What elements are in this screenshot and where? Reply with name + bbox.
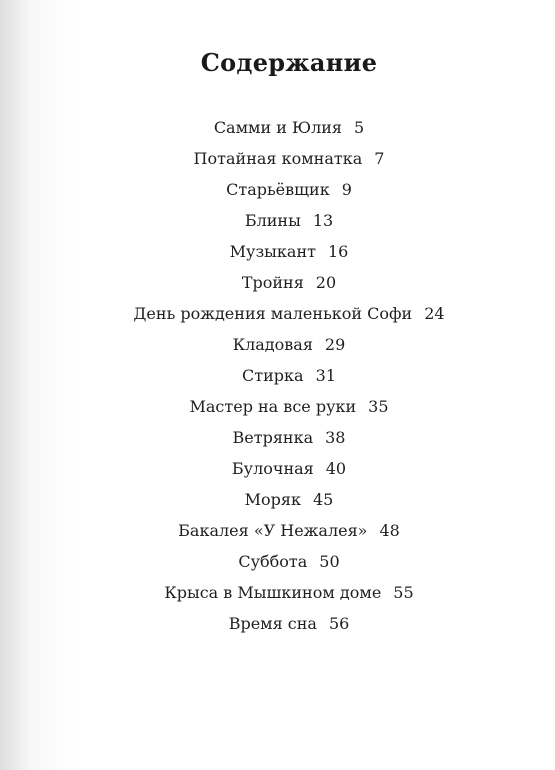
toc-entry-page: 45 bbox=[313, 490, 334, 509]
toc-entry-page: 9 bbox=[341, 180, 352, 199]
toc-entry-title: Ветрянка bbox=[232, 428, 314, 447]
toc-entry-page: 24 bbox=[424, 304, 445, 323]
toc-entry-page: 40 bbox=[325, 459, 347, 478]
toc-entry-title: Время сна bbox=[228, 614, 317, 633]
toc-entry-title: Мастер на все руки bbox=[189, 397, 357, 416]
toc-entry bbox=[0, 329, 555, 360]
toc-entry-page: 13 bbox=[312, 211, 334, 230]
toc-entry-page: 20 bbox=[315, 273, 337, 292]
toc-entry bbox=[0, 112, 555, 143]
toc-entry-title: Тройня bbox=[241, 273, 304, 292]
toc-entry bbox=[0, 205, 555, 236]
toc-entry bbox=[0, 391, 555, 422]
toc-entry-title: День рождения маленькой Софи bbox=[133, 304, 413, 323]
toc-entry-title: Крыса в Мышкином доме bbox=[164, 583, 382, 602]
toc-entry-page: 50 bbox=[319, 552, 340, 571]
toc-entry-title: Музыкант bbox=[229, 242, 316, 261]
toc-entry bbox=[0, 360, 555, 391]
toc-entry-page: 56 bbox=[328, 614, 350, 633]
toc-entry-page: 35 bbox=[368, 397, 389, 416]
page-title: Содержание bbox=[200, 48, 378, 77]
toc-entry-page: 29 bbox=[324, 335, 346, 354]
toc-entry bbox=[0, 577, 555, 608]
toc-entry bbox=[0, 298, 555, 329]
toc-entry bbox=[0, 484, 555, 515]
toc-entry-page: 5 bbox=[354, 118, 365, 137]
toc-entry-title: Кладовая bbox=[232, 335, 313, 354]
toc-entry bbox=[0, 608, 555, 639]
toc-entry-title: Потайная комнатка bbox=[193, 149, 363, 168]
toc-entry-title: Бакалея «У Нежалея» bbox=[178, 521, 368, 540]
toc-entry bbox=[0, 236, 555, 267]
toc-entry-title: Самми и Юлия bbox=[213, 118, 342, 137]
toc-entry-page: 16 bbox=[327, 242, 349, 261]
toc-entry-page: 48 bbox=[379, 521, 400, 540]
toc-entry bbox=[0, 267, 555, 298]
toc-entry-page: 55 bbox=[393, 583, 414, 602]
toc-entry-title: Стирка bbox=[242, 366, 304, 385]
toc-entry-title: Блины bbox=[244, 211, 301, 230]
toc-entry-title: Булочная bbox=[231, 459, 314, 478]
toc-entry bbox=[0, 453, 555, 484]
toc-entry bbox=[0, 546, 555, 577]
table-of-contents bbox=[0, 112, 555, 639]
toc-entry-page: 38 bbox=[325, 428, 346, 447]
toc-entry-title: Старьёвщик bbox=[226, 180, 330, 199]
toc-entry-page: 7 bbox=[374, 149, 385, 168]
toc-entry-title: Суббота bbox=[238, 552, 308, 571]
toc-entry bbox=[0, 515, 555, 546]
toc-entry bbox=[0, 174, 555, 205]
toc-entry-title: Моряк bbox=[244, 490, 301, 509]
toc-entry bbox=[0, 422, 555, 453]
toc-entry bbox=[0, 143, 555, 174]
toc-entry-page: 31 bbox=[315, 366, 336, 385]
